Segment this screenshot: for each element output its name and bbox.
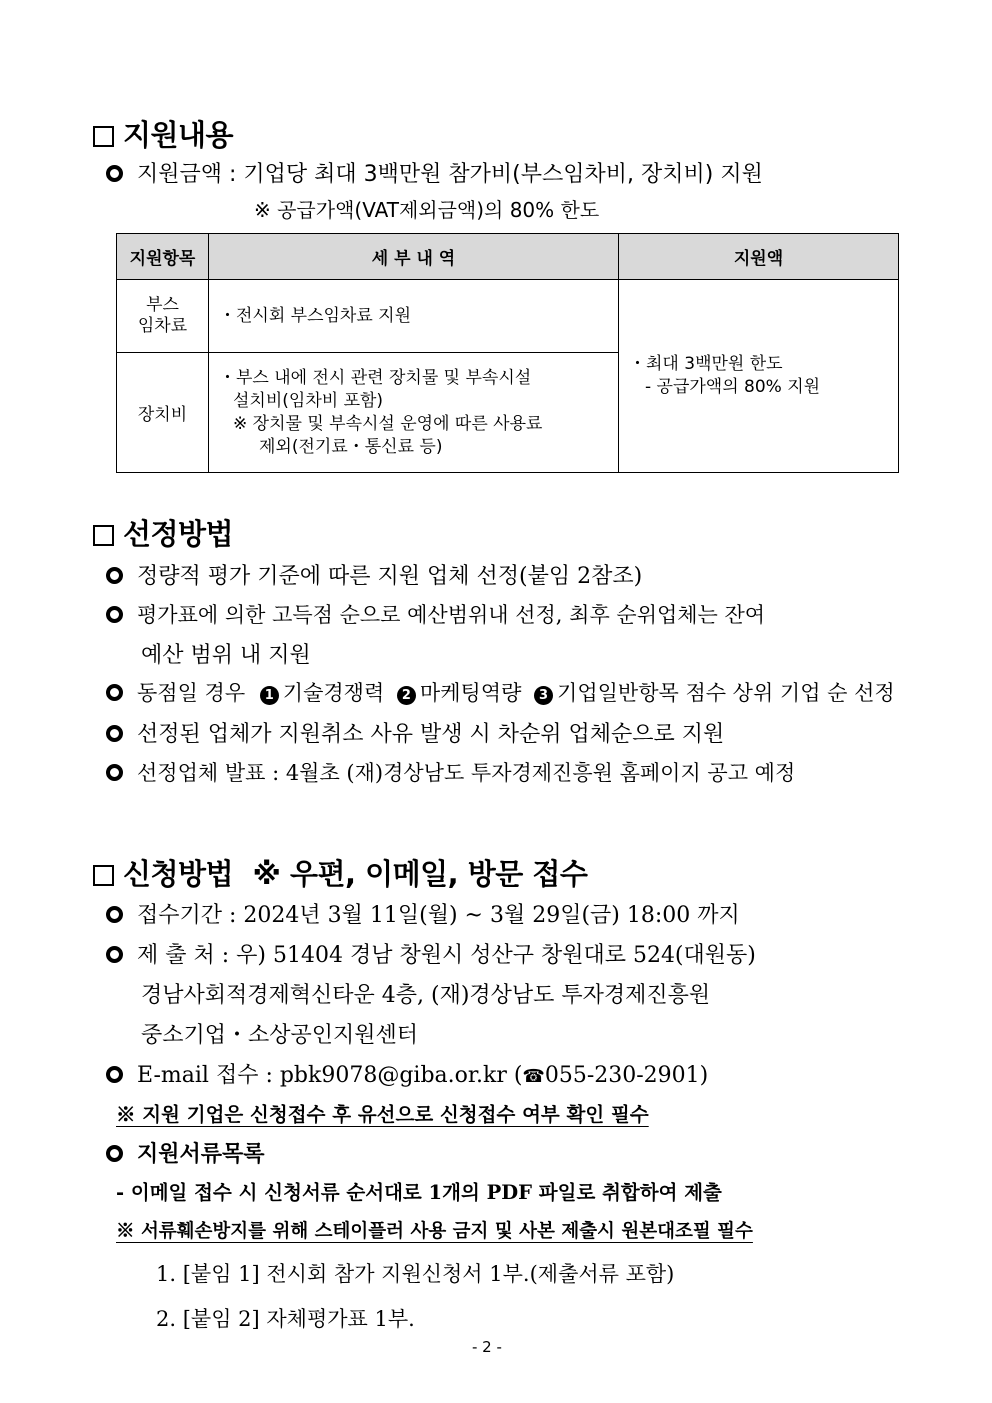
page-number: - 2 - <box>472 1338 502 1356</box>
bullet-selection-order: 평가표에 의한 고득점 순으로 예산범위내 선정, 최후 순위업체는 잔여 <box>106 599 765 629</box>
section-heading-support: 지원내용 <box>93 113 233 154</box>
bullet-submission-address: 제 출 처 : 우) 51404 경남 창원시 성산구 창원대로 524(대원동) <box>106 938 756 969</box>
table-header: 세 부 내 역 <box>209 234 619 280</box>
circle-bullet-icon <box>106 946 123 963</box>
bullet-selection-criteria: 정량적 평가 기준에 따른 지원 업체 선정(붙임 2참조) <box>106 559 642 590</box>
submission-address-line2: 경남사회적경제혁신타운 4층, (재)경상남도 투자경제진흥원 <box>141 983 711 1008</box>
table-header: 지원항목 <box>117 234 209 280</box>
checkbox-icon <box>93 525 114 546</box>
bullet-cancellation: 선정된 업체가 지원취소 사유 발생 시 차순위 업체순으로 지원 <box>106 717 724 748</box>
table-row <box>117 280 899 353</box>
circle-bullet-icon <box>106 1145 123 1162</box>
table-cell-detail: ・전시회 부스임차료 지원 <box>209 280 619 353</box>
telephone-icon: ☎ <box>522 1066 545 1087</box>
circle-bullet-icon <box>106 906 123 923</box>
support-amount-note: ※ 공급가액(VAT제외금액)의 80% 한도 <box>254 198 600 222</box>
table-cell-detail: ・부스 내에 전시 관련 장치물 및 부속시설 설치비(임차비 포함) ※ 장치물 및 부속시설 운영에 따른 사용료 제외(전기료・통신료 등) <box>209 353 619 473</box>
table-header-row <box>117 234 899 280</box>
number-2-icon: 2 <box>397 686 416 705</box>
document-item-1: 1. [붙임 1] 전시회 참가 지원신청서 1부.(제출서류 포함) <box>156 1262 675 1286</box>
circle-bullet-icon <box>106 606 123 623</box>
selection-order-continued: 예산 범위 내 지원 <box>141 643 311 668</box>
support-table <box>116 233 899 473</box>
bullet-document-list: 지원서류목록 <box>106 1137 265 1168</box>
notice-phone-confirm: ※ 지원 기업은 신청접수 후 유선으로 신청접수 여부 확인 필수 <box>116 1103 649 1126</box>
section-heading-selection: 선정방법 <box>93 512 233 553</box>
number-1-icon: 1 <box>260 686 279 705</box>
bullet-tie-break: 동점일 경우 1 기술경쟁력 2 마케팅역량 3 기업일반항목 점수 상위 기업 순 선정 <box>106 677 895 707</box>
checkbox-icon <box>93 865 114 886</box>
email-submission-instruction: - 이메일 접수 시 신청서류 순서대로 1개의 PDF 파일로 취합하여 제출 <box>116 1181 722 1204</box>
bullet-announcement: 선정업체 발표 : 4월초 (재)경상남도 투자경제진흥원 홈페이지 공고 예정 <box>106 757 795 787</box>
table-header: 지원액 <box>619 234 899 280</box>
table-cell-item: 부스 임차료 <box>117 280 209 353</box>
circle-bullet-icon <box>106 165 123 182</box>
circle-bullet-icon <box>106 764 123 781</box>
number-3-icon: 3 <box>534 686 553 705</box>
table-cell-amount: ・최대 3백만원 한도 - 공급가액의 80% 지원 <box>619 280 899 473</box>
section-heading-application: 신청방법 ※ 우편, 이메일, 방문 접수 <box>93 852 587 893</box>
circle-bullet-icon <box>106 684 123 701</box>
circle-bullet-icon <box>106 1066 123 1083</box>
circle-bullet-icon <box>106 725 123 742</box>
document-item-2: 2. [붙임 2] 자체평가표 1부. <box>156 1307 415 1331</box>
table-cell-item: 장치비 <box>117 353 209 473</box>
checkbox-icon <box>93 126 114 147</box>
bullet-email: E-mail 접수 : pbk9078@giba.or.kr (☎055-230-2901) <box>106 1058 708 1089</box>
circle-bullet-icon <box>106 567 123 584</box>
submission-address-line3: 중소기업・소상공인지원센터 <box>141 1023 419 1048</box>
bullet-support-amount: 지원금액 : 기업당 최대 3백만원 참가비(부스임차비, 장치비) 지원 <box>106 157 763 188</box>
bullet-application-period: 접수기간 : 2024년 3월 11일(월) ~ 3월 29일(금) 18:00 까지 <box>106 898 740 929</box>
notice-stapler: ※ 서류훼손방지를 위해 스테이플러 사용 금지 및 사본 제출시 원본대조필 필수 <box>116 1221 753 1242</box>
